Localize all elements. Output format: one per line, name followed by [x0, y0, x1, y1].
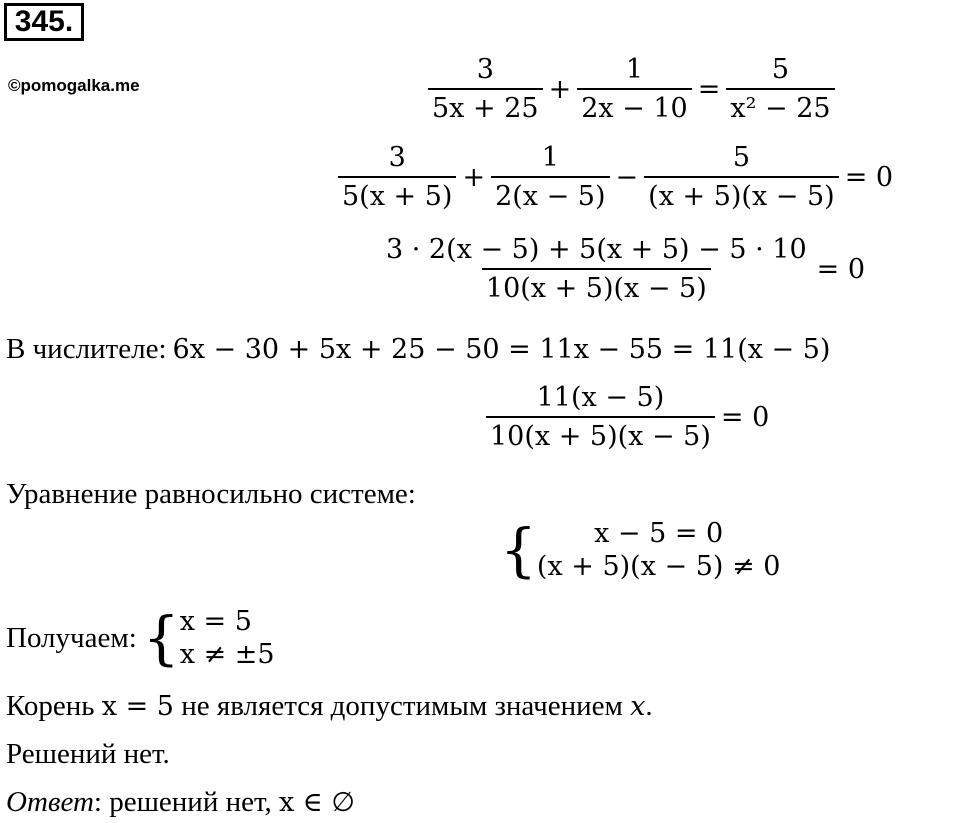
equation-4: [486, 384, 769, 450]
system-line-2: x ≠ ±5: [179, 639, 275, 670]
equals-zero: = 0: [844, 161, 894, 193]
numerator: 3: [476, 54, 494, 85]
system-text: Уравнение равносильно системе:: [6, 478, 416, 510]
denominator: 10(x + 5)(x − 5): [486, 416, 715, 450]
answer-text: : решений нет,: [93, 786, 279, 818]
simplified-fraction: [486, 384, 715, 450]
combined-fraction: [382, 236, 811, 302]
system-line-1: x − 5 = 0: [594, 518, 724, 549]
numerator-label: В числителе:: [6, 333, 167, 365]
minus-sign: −: [615, 161, 639, 193]
root-expression: x = 5: [101, 691, 174, 722]
no-solutions-text: Решений нет.: [6, 738, 170, 770]
numerator-line: [6, 333, 830, 366]
plus-sign: +: [548, 73, 572, 105]
fraction-3: [644, 144, 839, 210]
equation-3: [382, 236, 865, 302]
equation-1: [428, 56, 835, 122]
numerator-expression: 6x − 30 + 5x + 25 − 50 = 11x − 55 = 11(x − 5): [172, 334, 831, 365]
watermark: ©pomogalka.me: [8, 76, 140, 95]
root-pre: Корень: [6, 690, 102, 722]
system-line-1: x = 5: [179, 606, 252, 637]
numerator: 11(x − 5): [536, 382, 665, 413]
answer-label: Ответ: [6, 786, 94, 818]
denominator: 2(x − 5): [491, 176, 609, 210]
numerator: 3: [388, 142, 406, 173]
numerator: 5: [732, 142, 751, 173]
result-system: [6, 604, 275, 672]
root-mid: не является допустимым значением: [173, 690, 631, 722]
root-line: [6, 690, 653, 723]
problem-number: 345.: [4, 3, 84, 41]
fraction-2: [577, 56, 692, 122]
numerator: 1: [541, 142, 559, 173]
system-line-2: (x + 5)(x − 5) ≠ 0: [536, 551, 781, 582]
fraction-2: [491, 144, 609, 210]
system-2: [142, 604, 275, 672]
fraction-3: [726, 56, 834, 122]
answer-line: [6, 786, 355, 819]
result-label: Получаем:: [6, 621, 137, 654]
system-1: [500, 516, 781, 584]
fraction-1: [428, 56, 543, 122]
numerator: 3 · 2(x − 5) + 5(x + 5) − 5 · 10: [386, 234, 807, 265]
fraction-1: [338, 144, 456, 210]
curly-brace: {: [142, 604, 180, 672]
root-var: x: [630, 691, 646, 722]
root-post: .: [645, 690, 653, 722]
equation-2: [338, 144, 893, 210]
denominator: (x + 5)(x − 5): [644, 176, 839, 210]
equals-zero: = 0: [816, 253, 866, 285]
answer-expression: x ∈ ∅: [278, 787, 355, 818]
denominator: 5(x + 5): [338, 176, 456, 210]
plus-sign: +: [462, 161, 486, 193]
denominator: 2x − 10: [577, 88, 692, 122]
numerator: 5: [771, 54, 790, 85]
equals-zero: = 0: [720, 401, 770, 433]
denominator: x² − 25: [726, 88, 834, 122]
curly-brace: {: [500, 516, 537, 584]
numerator: 1: [625, 54, 644, 85]
equals-sign: =: [697, 73, 721, 105]
denominator: 5x + 25: [428, 88, 543, 122]
denominator: 10(x + 5)(x − 5): [482, 268, 711, 302]
